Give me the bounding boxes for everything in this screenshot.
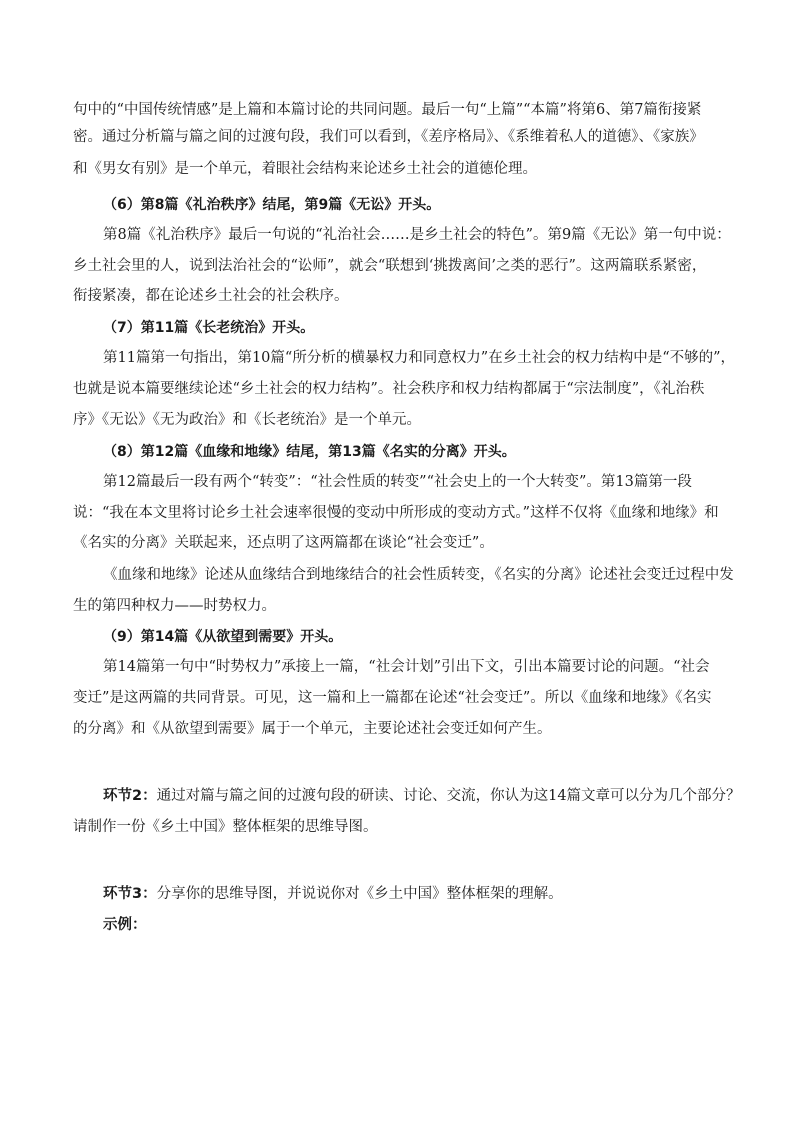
paragraph-line: 句中的“中国传统情感”是上篇和本篇讨论的共同问题。最后一句“上篇”“本篇”将第6、第7篇衔接紧 — [73, 102, 702, 118]
step-3-text: 分享你的思维导图，并说说你对《乡土中国》整体框架的理解。 — [156, 886, 563, 902]
paragraph-line: 密。通过分析篇与篇之间的过渡句段，我们可以看到，《差序格局》、《系维着私人的道德》、《家族》 — [73, 129, 704, 145]
paragraph-line: 第14篇第一句中“时势权力”承接上一篇，“社会计划”引出下文，引出本篇要讨论的问题。“社会 — [103, 659, 710, 675]
step-2-line — [0, 786, 794, 806]
section-heading-7: （7）第11篇《长老统治》开头。 — [103, 320, 315, 336]
paragraph-line: 和《男女有别》是一个单元，着眼社会结构来论述乡土社会的道德伦理。 — [73, 161, 537, 177]
step-2-label: 环节2： — [103, 788, 157, 804]
section-heading-9: （9）第14篇《从欲望到需要》开头。 — [103, 629, 343, 645]
section-heading-8: （8）第12篇《血缘和地缘》结尾，第13篇《名实的分离》开头。 — [103, 444, 516, 460]
paragraph-line: 乡土社会里的人，说到法治社会的“讼师”，就会“联想到‘挑拨离间’之类的恶行”。这两篇联系紧密， — [73, 258, 707, 274]
paragraph-line: 《血缘和地缘》论述从血缘结合到地缘结合的社会性质转变，《名实的分离》论述社会变迁过程中发 — [103, 567, 734, 583]
paragraph-line: 的分离》和《从欲望到需要》属于一个单元，主要论述社会变迁如何产生。 — [73, 721, 552, 737]
paragraph-line: 第11篇第一句指出，第10篇“所分析的横暴权力和同意权力”在乡土社会的权力结构中是“不够的”， — [103, 350, 736, 366]
step-3-label: 环节3： — [103, 886, 157, 902]
step-2-line-2: 请制作一份《乡土中国》整体框架的思维导图。 — [73, 819, 378, 835]
paragraph-line: 《名实的分离》关联起来，还点明了这两篇都在谈论“社会变迁”。 — [73, 535, 494, 551]
paragraph-line: 衔接紧凑，都在论述乡土社会的社会秩序。 — [73, 288, 349, 304]
step-2-text: 通过对篇与篇之间的过渡句段的研读、讨论、交流，你认为这14篇文章可以分为几个部分？ — [156, 788, 741, 804]
paragraph-line: 变迁”是这两篇的共同背景。可见，这一篇和上一篇都在论述“社会变迁”。所以《血缘和地缘》《名实 — [73, 690, 712, 706]
step-3-line — [0, 884, 794, 904]
paragraph-line: 生的第四种权力——时势权力。 — [73, 598, 276, 614]
paragraph-line: 第8篇《礼治秩序》最后一句说的“礼治社会……是乡土社会的特色”。第9篇《无讼》第一句中说： — [103, 227, 731, 243]
paragraph-line: 说：“我在本文里将讨论乡土社会速率很慢的变动中所形成的变动方式。”这样不仅将《血缘和地缘》和 — [73, 505, 719, 521]
paragraph-line: 也就是说本篇要继续论述“乡土社会的权力结构”。社会秩序和权力结构都属于“宗法制度”，《礼治秩 — [73, 381, 705, 397]
paragraph-line: 序》《无讼》《无为政治》和《长老统治》是一个单元。 — [73, 412, 421, 428]
paragraph-line: 第12篇最后一段有两个“转变”：“社会性质的转变”“社会史上的一个大转变”。第13篇第一段 — [103, 474, 692, 490]
section-heading-6: （6）第8篇《礼治秩序》结尾，第9篇《无讼》开头。 — [103, 197, 441, 213]
example-label: 示例： — [103, 917, 147, 933]
